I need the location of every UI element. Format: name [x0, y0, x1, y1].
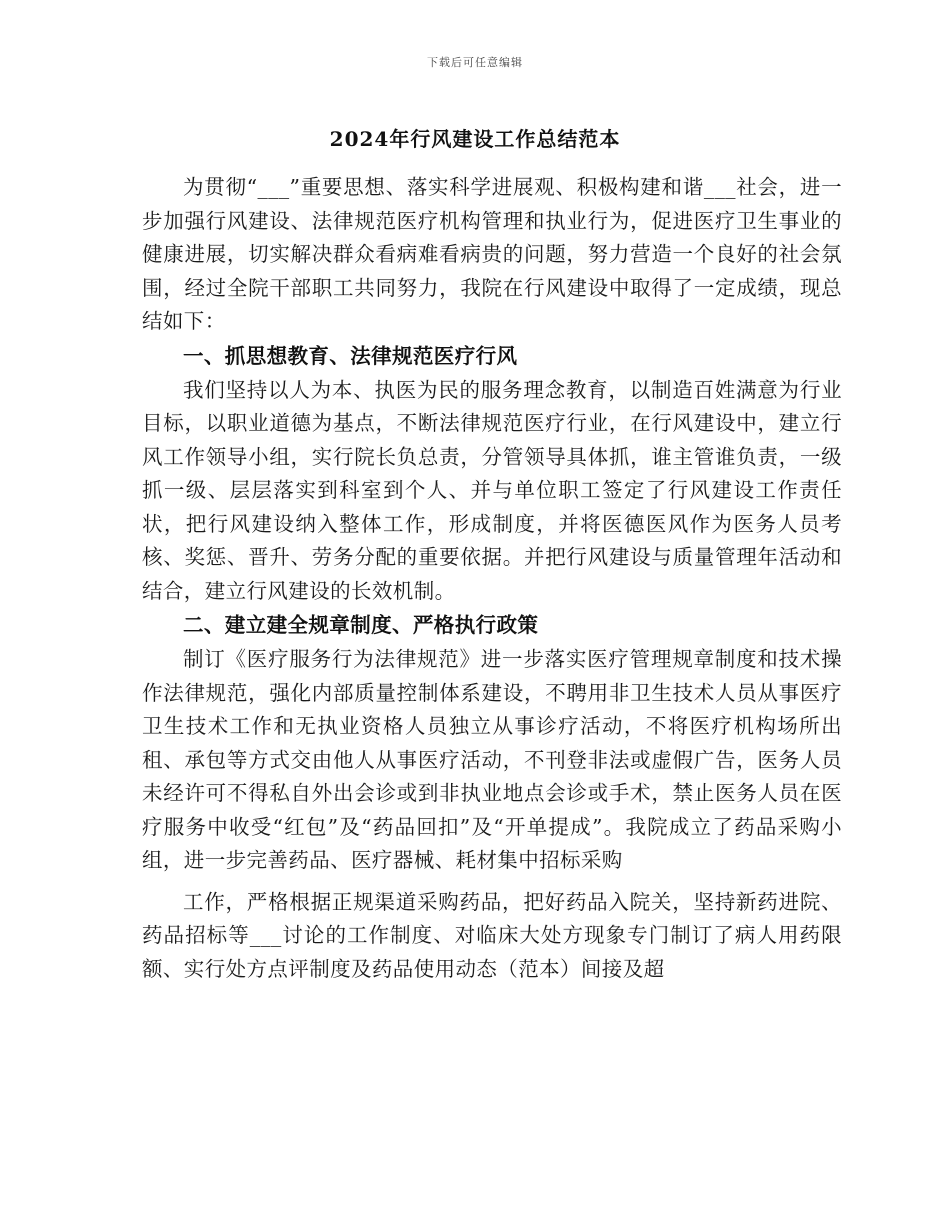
section-2-paragraph: 制订《医疗服务行为法律规范》进一步落实医疗管理规章制度和技术操作法律规范，强化内部质量控制体系建设，不聘用非卫生技术人员从事医疗卫生技术工作和无执业资格人员独立从事诊疗活动，不将医疗机构场所出租、承包等方式交由他人从事医疗活动，不刊登非法或虚假广告，医务人员未经许可不得私自外出会诊或到非执业地点会诊或手术，禁止医务人员在医疗服务中收受“红包”及“药品回扣”及“开单提成”。我院成立了药品采购小组，进一步完善药品、医疗器械、耗材集中招标采购	[142, 647, 842, 872]
section-1-paragraph: 我们坚持以人为本、执医为民的服务理念教育，以制造百姓满意为行业目标，以职业道德为基点，不断法律规范医疗行业，在行风建设中，建立行风工作领导小组，实行院长负总责，分管领导具体抓，谁主管谁负责，一级抓一级、层层落实到科室到个人、并与单位职工签定了行风建设工作责任状，把行风建设纳入整体工作，形成制度，并将医德医风作为医务人员考核、奖惩、晋升、劳务分配的重要依据。并把行风建设与质量管理年活动和结合，建立行风建设的长效机制。	[142, 377, 842, 603]
intro-paragraph: 为贯彻“___”重要思想、落实科学进展观、积极构建和谐___社会，进一步加强行风建设、法律规范医疗机构管理和执业行为，促进医疗卫生事业的健康进展，切实解决群众看病难看病贵的问题，努力营造一个良好的社会氛围，经过全院干部职工共同努力，我院在行风建设中取得了一定成绩，现总结如下：	[142, 175, 842, 333]
section-1-heading: 一、抓思想教育、法律规范医疗行风	[183, 343, 518, 368]
document-title: 2024年行风建设工作总结范本	[329, 127, 621, 151]
section-2-continuation-paragraph: 工作，严格根据正规渠道采购药品，把好药品入院关，坚持新药进院、药品招标等___讨论的工作制度、对临床大处方现象专门制订了病人用药限额、实行处方点评制度及药品使用动态（范本）间接及超	[142, 889, 842, 981]
header-note: 下载后可任意编辑	[427, 56, 523, 69]
document-body	[142, 171, 842, 986]
section-2-heading: 二、建立建全规章制度、严格执行政策	[183, 613, 539, 637]
